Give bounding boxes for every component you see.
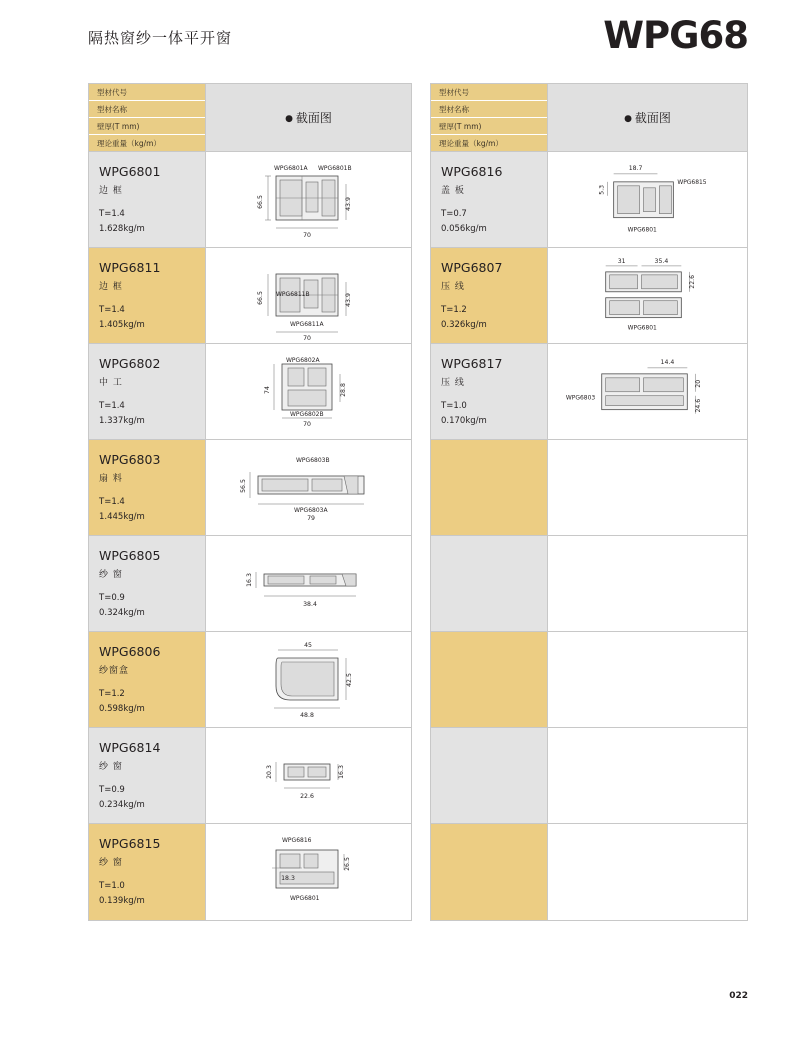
profile-info bbox=[431, 440, 548, 535]
profile-code: WPG6806 bbox=[99, 644, 161, 659]
section-view-text: 截面图 bbox=[295, 111, 332, 125]
profile-name: 纱窗盒 bbox=[99, 666, 130, 676]
table-row bbox=[431, 152, 747, 248]
profile-thickness: T=1.4 bbox=[99, 305, 125, 315]
profile-weight: 0.056kg/m bbox=[441, 224, 487, 234]
profile-code: WPG6801 bbox=[99, 164, 161, 179]
bullet-icon: ● bbox=[285, 113, 293, 124]
svg-text:22.6: 22.6 bbox=[300, 793, 314, 800]
page-header bbox=[88, 14, 748, 66]
profile-weight: 0.598kg/m bbox=[99, 704, 145, 714]
profile-code: WPG6811 bbox=[99, 260, 161, 275]
svg-text:26.5: 26.5 bbox=[344, 857, 351, 871]
profile-drawing bbox=[548, 824, 747, 920]
profile-info bbox=[89, 248, 206, 343]
profile-name: 纱 窗 bbox=[99, 570, 123, 580]
profile-info bbox=[89, 632, 206, 727]
section-drawing-svg bbox=[548, 344, 747, 440]
profile-info bbox=[89, 440, 206, 535]
svg-text:18.3: 18.3 bbox=[281, 875, 295, 882]
svg-text:45: 45 bbox=[304, 642, 312, 649]
table-row bbox=[89, 728, 411, 824]
profile-name: 压 线 bbox=[441, 378, 465, 388]
profile-info bbox=[431, 728, 548, 823]
table-header-info bbox=[89, 84, 206, 151]
svg-text:WPG6801B: WPG6801B bbox=[318, 165, 352, 172]
section-drawing-svg bbox=[206, 440, 411, 536]
page-number: 022 bbox=[729, 991, 748, 1001]
svg-text:38.4: 38.4 bbox=[303, 601, 317, 608]
profile-code: WPG6807 bbox=[441, 260, 503, 275]
header-label-thickness: 壁厚(T mm) bbox=[431, 118, 547, 135]
header-label-weight: 理论重量（kg/m） bbox=[439, 139, 503, 148]
profile-table-right bbox=[430, 83, 748, 921]
header-label-name: 型材名称 bbox=[431, 101, 547, 118]
profile-drawing bbox=[548, 728, 747, 823]
svg-text:WPG6811A: WPG6811A bbox=[290, 321, 324, 328]
profile-drawing bbox=[548, 344, 747, 439]
profile-info bbox=[89, 728, 206, 823]
section-drawing-svg bbox=[206, 728, 411, 824]
section-drawing-svg bbox=[548, 152, 747, 248]
section-drawing-svg bbox=[548, 248, 747, 344]
profile-thickness: T=1.2 bbox=[99, 689, 125, 699]
svg-text:43.9: 43.9 bbox=[345, 197, 352, 211]
profile-info bbox=[431, 152, 548, 247]
header-label-weight: 理论重量（kg/m） bbox=[97, 139, 161, 148]
profile-info bbox=[431, 344, 548, 439]
svg-text:20: 20 bbox=[695, 379, 703, 388]
svg-text:WPG6801: WPG6801 bbox=[627, 226, 657, 234]
svg-text:74: 74 bbox=[264, 386, 271, 394]
svg-text:18.7: 18.7 bbox=[628, 164, 643, 172]
profile-drawing bbox=[206, 728, 411, 823]
profile-name: 纱 窗 bbox=[99, 762, 123, 772]
svg-text:31: 31 bbox=[617, 257, 626, 265]
svg-text:WPG6816: WPG6816 bbox=[282, 837, 312, 844]
profile-thickness: T=0.9 bbox=[99, 593, 125, 603]
svg-text:16.3: 16.3 bbox=[246, 573, 253, 587]
profile-thickness: T=1.0 bbox=[99, 881, 125, 891]
profile-info bbox=[431, 536, 548, 631]
section-drawing-svg bbox=[206, 824, 411, 920]
profile-table-left bbox=[88, 83, 412, 921]
svg-text:56.5: 56.5 bbox=[240, 479, 247, 493]
profile-weight: 1.405kg/m bbox=[99, 320, 145, 330]
table-row bbox=[431, 536, 747, 632]
section-drawing-svg bbox=[206, 536, 411, 632]
page-title: 隔热窗纱一体平开窗 bbox=[88, 29, 233, 47]
profile-weight: 0.139kg/m bbox=[99, 896, 145, 906]
table-row bbox=[431, 632, 747, 728]
profile-info bbox=[431, 632, 548, 727]
profile-info bbox=[431, 824, 548, 920]
profile-drawing bbox=[548, 152, 747, 247]
table-row bbox=[89, 248, 411, 344]
svg-text:42.5: 42.5 bbox=[346, 673, 353, 687]
svg-text:70: 70 bbox=[303, 335, 311, 342]
header-label-thickness: 壁厚(T mm) bbox=[89, 118, 205, 135]
table-header-info bbox=[431, 84, 548, 151]
profile-thickness: T=1.0 bbox=[441, 401, 467, 411]
header-label-name: 型材名称 bbox=[89, 101, 205, 118]
svg-text:14.4: 14.4 bbox=[660, 358, 675, 366]
table-header-section bbox=[206, 84, 411, 151]
table-row bbox=[89, 344, 411, 440]
svg-text:70: 70 bbox=[303, 421, 311, 428]
profile-thickness: T=1.4 bbox=[99, 401, 125, 411]
svg-text:WPG6801A: WPG6801A bbox=[274, 165, 308, 172]
section-view-text: 截面图 bbox=[634, 111, 671, 125]
profile-name: 边 框 bbox=[99, 282, 123, 292]
profile-name: 中 工 bbox=[99, 378, 123, 388]
profile-code: WPG6816 bbox=[441, 164, 503, 179]
bullet-icon: ● bbox=[624, 113, 632, 124]
table-row bbox=[431, 824, 747, 920]
profile-code: WPG6805 bbox=[99, 548, 161, 563]
profile-code: WPG6817 bbox=[441, 356, 503, 371]
profile-drawing bbox=[548, 440, 747, 535]
profile-drawing bbox=[548, 536, 747, 631]
section-view-label bbox=[285, 109, 332, 126]
section-drawing-svg bbox=[206, 344, 411, 440]
svg-text:20.3: 20.3 bbox=[266, 765, 273, 779]
profile-weight: 1.628kg/m bbox=[99, 224, 145, 234]
svg-text:48.8: 48.8 bbox=[300, 712, 314, 719]
svg-text:WPG6802B: WPG6802B bbox=[290, 411, 324, 418]
profile-drawing bbox=[206, 344, 411, 439]
series-code: WPG68 bbox=[603, 14, 748, 57]
svg-text:5.3: 5.3 bbox=[598, 184, 606, 195]
table-row bbox=[431, 728, 747, 824]
table-row bbox=[89, 632, 411, 728]
svg-text:22.6: 22.6 bbox=[689, 274, 697, 289]
svg-text:WPG6801: WPG6801 bbox=[627, 324, 657, 332]
profile-info bbox=[89, 824, 206, 920]
profile-weight: 0.234kg/m bbox=[99, 800, 145, 810]
svg-text:24.6: 24.6 bbox=[695, 398, 703, 413]
svg-text:WPG6811B: WPG6811B bbox=[276, 291, 310, 298]
profile-drawing bbox=[548, 632, 747, 727]
table-row bbox=[89, 152, 411, 248]
profile-drawing bbox=[206, 440, 411, 535]
table-row bbox=[89, 536, 411, 632]
section-drawing-svg bbox=[206, 632, 411, 728]
profile-info bbox=[89, 152, 206, 247]
profile-name: 压 线 bbox=[441, 282, 465, 292]
section-drawing-svg bbox=[206, 248, 411, 344]
svg-text:43.9: 43.9 bbox=[345, 293, 352, 307]
profile-thickness: T=1.4 bbox=[99, 497, 125, 507]
svg-text:WPG6803A: WPG6803A bbox=[294, 507, 328, 514]
svg-text:66.5: 66.5 bbox=[257, 195, 264, 209]
table-row bbox=[431, 440, 747, 536]
svg-text:WPG6803: WPG6803 bbox=[565, 394, 596, 402]
svg-text:66.5: 66.5 bbox=[257, 291, 264, 305]
profile-weight: 0.324kg/m bbox=[99, 608, 145, 618]
profile-thickness: T=1.4 bbox=[99, 209, 125, 219]
profile-drawing bbox=[206, 248, 411, 343]
svg-text:16.3: 16.3 bbox=[338, 765, 345, 779]
profile-code: WPG6815 bbox=[99, 836, 161, 851]
table-row bbox=[431, 344, 747, 440]
profile-drawing bbox=[548, 248, 747, 343]
profile-info bbox=[89, 344, 206, 439]
profile-name: 边 框 bbox=[99, 186, 123, 196]
section-view-label bbox=[624, 109, 671, 126]
profile-weight: 0.326kg/m bbox=[441, 320, 487, 330]
profile-name: 扇 料 bbox=[99, 474, 123, 484]
svg-text:WPG6803B: WPG6803B bbox=[296, 457, 330, 464]
profile-weight: 1.445kg/m bbox=[99, 512, 145, 522]
profile-thickness: T=1.2 bbox=[441, 305, 467, 315]
svg-text:WPG6801: WPG6801 bbox=[290, 895, 320, 902]
svg-text:79: 79 bbox=[307, 515, 315, 522]
profile-name: 盖 板 bbox=[441, 186, 465, 196]
profile-code: WPG6803 bbox=[99, 452, 161, 467]
profile-code: WPG6814 bbox=[99, 740, 161, 755]
profile-name: 纱 窗 bbox=[99, 858, 123, 868]
svg-text:WPG6815: WPG6815 bbox=[677, 178, 707, 186]
profile-info bbox=[431, 248, 548, 343]
profile-info bbox=[89, 536, 206, 631]
profile-thickness: T=0.9 bbox=[99, 785, 125, 795]
profile-thickness: T=0.7 bbox=[441, 209, 467, 219]
svg-text:35.4: 35.4 bbox=[654, 257, 669, 265]
table-row bbox=[89, 440, 411, 536]
header-label-code: 型材代号 bbox=[89, 84, 205, 101]
profile-weight: 0.170kg/m bbox=[441, 416, 487, 426]
section-drawing-svg bbox=[206, 152, 411, 248]
table-row bbox=[89, 824, 411, 920]
profile-drawing bbox=[206, 536, 411, 631]
profile-drawing bbox=[206, 152, 411, 247]
table-row bbox=[431, 248, 747, 344]
profile-weight: 1.337kg/m bbox=[99, 416, 145, 426]
table-header-row bbox=[431, 84, 747, 152]
profile-code: WPG6802 bbox=[99, 356, 161, 371]
svg-text:WPG6802A: WPG6802A bbox=[286, 357, 320, 364]
svg-text:28.8: 28.8 bbox=[340, 383, 347, 397]
table-header-row bbox=[89, 84, 411, 152]
table-header-section bbox=[548, 84, 747, 151]
profile-drawing bbox=[206, 632, 411, 727]
profile-drawing bbox=[206, 824, 411, 920]
header-label-code: 型材代号 bbox=[431, 84, 547, 101]
svg-text:70: 70 bbox=[303, 232, 311, 239]
